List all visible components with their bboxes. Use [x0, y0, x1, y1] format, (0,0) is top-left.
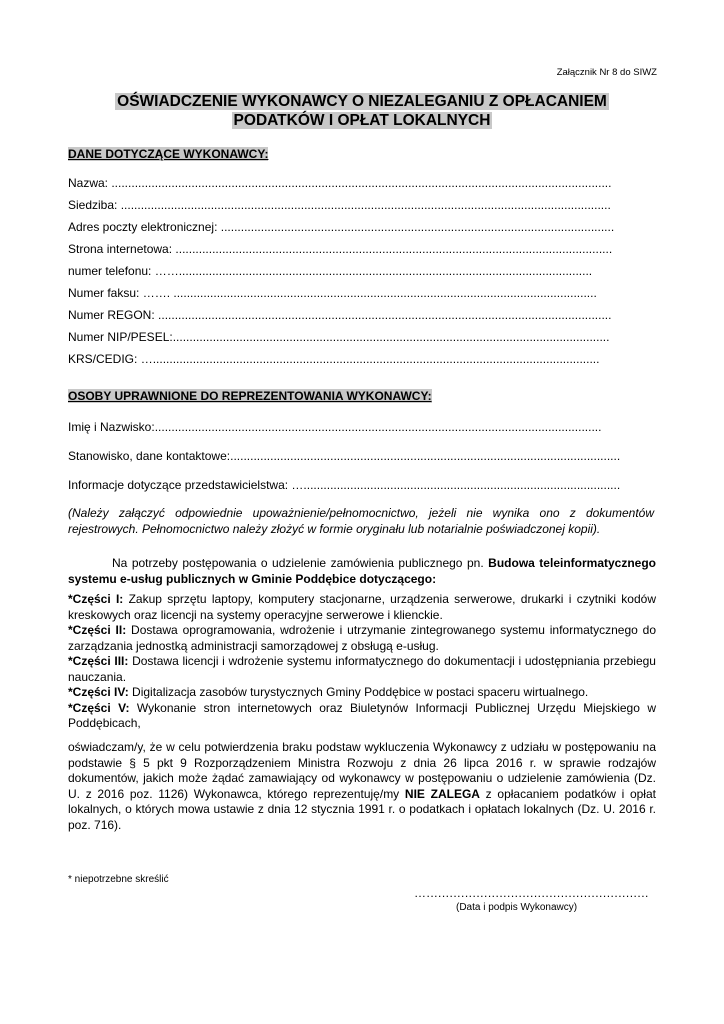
declaration-emphasis: NIE ZALEGA [404, 786, 480, 801]
signature-label: (Data i podpis Wykonawcy) [456, 902, 578, 913]
representative-field-dots: ..................................................................................................................... [230, 449, 621, 463]
part-text: Dostawa oprogramowania, wdrożenie i utrzymanie zintegrowanego systemu informatycznego do zarządzania jednostką administracji samorządowej z obsługą e-usług. [68, 623, 656, 653]
contractor-field-dots: ........................................................................................................................................ [154, 308, 612, 322]
contractor-field [68, 264, 654, 278]
part-item [68, 654, 656, 685]
contractor-field [68, 308, 654, 322]
document-title-line2: PODATKÓW I OPŁAT LOKALNYCH [233, 112, 491, 129]
representatives-section-heading: OSOBY UPRAWNIONE DO REPREZENTOWANIA WYKONAWCY: [68, 389, 432, 403]
contractor-field-label: Siedziba: [68, 198, 118, 212]
part-text: Digitalizacja zasobów turystycznych Gminy Poddębice w postaci spaceru wirtualnego. [128, 685, 589, 699]
part-item [68, 701, 656, 732]
part-item [68, 685, 656, 701]
contractor-field-dots: ...................................................................................................................................................... [108, 176, 612, 190]
project-name: Budowa teleinformatycznego systemu e-usług publicznych w Gminie Poddębice dotyczącego: [68, 556, 656, 586]
contractor-field-label: Numer NIP/PESEL: [68, 330, 173, 344]
representative-field-dots: …............................................................................................... [288, 478, 621, 492]
contractor-field [68, 352, 654, 366]
contractor-field-label: Numer faksu: [68, 286, 140, 300]
contractor-field [68, 242, 654, 256]
contractor-field-label: Adres poczty elektronicznej: [68, 220, 218, 234]
contractor-field-label: Nazwa: [68, 176, 109, 190]
part-text: Wykonanie stron internetowych oraz Biuletynów Informacji Publicznej Urzędu Miejskiego w Poddębicach, [68, 700, 657, 730]
authorization-note: (Należy załączyć odpowiednie upoważnienie/pełnomocnictwo, jeżeli nie wynika ono z dokumentów rejestrowych. Pełnomocnictwo należy złożyć w formie oryginału lub notarialnie poświadczonej kopii). [68, 506, 654, 536]
footnote: * niepotrzebne skreślić [68, 874, 169, 885]
contractor-field [68, 220, 654, 234]
representative-field-label: Imię i Nazwisko: [68, 420, 155, 434]
contractor-field-label: numer telefonu: [68, 264, 152, 278]
part-text: Zakup sprzętu laptopy, komputery stacjonarne, urządzenia serwerowe, drukarki i czytniki kodów kreskowych oraz licencji na systemy operacyjne serwerowe i klienckie. [68, 592, 656, 622]
contractor-field [68, 286, 654, 300]
procedure-intro [68, 556, 656, 587]
declaration-text-before: oświadczam/y, że w celu potwierdzenia braku podstaw wykluczenia Wykonawcy z udziału w postępowaniu na podstawie § 5 pkt 9 Rozporządzeniem Ministra Rozwoju z dnia 26 lipca 2016 r. w sprawie rodzajów dokumentów, jakich może żądać zamawiający od wykonawcy w postępowaniu o udzielenie zamówienia (Dz. U. z 2016 poz. 1126) Wykonawca, którego reprezentuję/my [68, 740, 656, 801]
contractor-field [68, 198, 654, 212]
signature-line: ….......................................................... [414, 886, 649, 900]
contractor-field-label: Numer REGON: [68, 308, 155, 322]
contractor-field-label: KRS/CEDIG: [68, 352, 138, 366]
contractor-field-dots: ……............................................................................................................................ [151, 264, 593, 278]
part-label: *Części II: [68, 623, 127, 637]
representative-field-dots: ...................................................................................................................................... [154, 420, 602, 434]
contractor-field [68, 176, 654, 190]
contractor-field [68, 330, 654, 344]
attachment-note: Załącznik Nr 8 do SIWZ [556, 67, 657, 78]
contractor-section-heading: DANE DOTYCZĄCE WYKONAWCY: [68, 147, 269, 161]
contractor-field-dots: …...................................................................................................................................... [137, 352, 600, 366]
declaration [68, 740, 656, 833]
contractor-field-dots: ...................................................................................................................... [217, 220, 615, 234]
part-item [68, 592, 656, 623]
contractor-field-dots: ................................................................................................................................................... [117, 198, 611, 212]
part-label: *Części IV: [68, 685, 129, 699]
representative-field [68, 420, 654, 434]
part-item [68, 623, 656, 654]
parts-list [68, 592, 656, 732]
declaration-text-after: z opłacaniem podatków i opłat lokalnych, o których mowa ustawie z dnia 12 stycznia 1991 r. o podatkach i opłatach lokalnych (Dz. U. 2016 r. poz. 716). [68, 786, 656, 832]
contractor-field-dots: ……. ............................................................................................................................... [139, 286, 597, 300]
part-label: *Części III: [68, 654, 129, 668]
part-label: *Części I: [68, 592, 124, 606]
representative-field-label: Stanowisko, dane kontaktowe: [68, 449, 231, 463]
contractor-field-dots: ................................................................................................................................... [172, 242, 613, 256]
document-title [0, 92, 724, 130]
part-text: Dostawa licencji i wdrożenie systemu informatycznego do dokumentacji i udostępniania przebiegu nauczania. [68, 654, 656, 684]
contractor-field-label: Strona internetowa: [68, 242, 173, 256]
document-title-line1: OŚWIADCZENIE WYKONAWCY O NIEZALEGANIU Z OPŁACANIEM [117, 93, 607, 110]
representative-field [68, 478, 654, 492]
representative-field [68, 449, 654, 463]
procedure-intro-text: Na potrzeby postępowania o udzielenie zamówienia publicznego pn. [112, 556, 484, 570]
representative-field-label: Informacje dotyczące przedstawicielstwa: [68, 478, 289, 492]
contractor-field-dots: ................................................................................................................................... [172, 330, 610, 344]
part-label: *Części V: [68, 700, 130, 715]
